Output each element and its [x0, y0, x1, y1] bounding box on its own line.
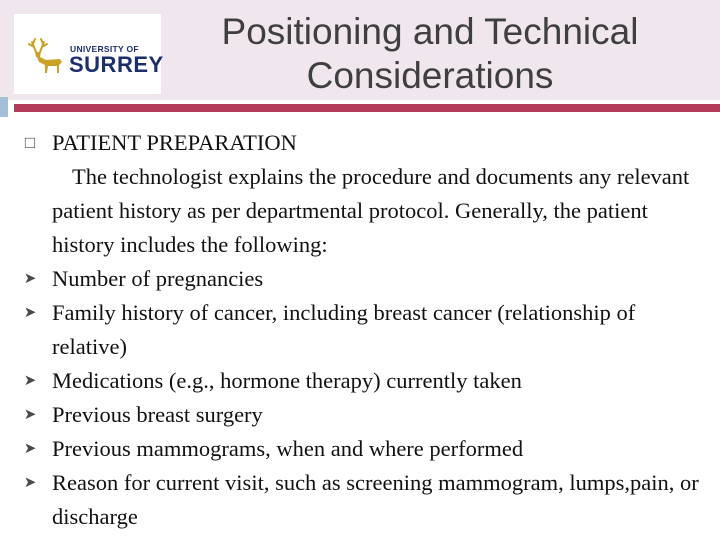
slide-title: Positioning and Technical Considerations	[221, 11, 639, 96]
stag-icon	[22, 38, 66, 76]
title-accent-tab	[0, 97, 8, 117]
section-heading: PATIENT PREPARATION	[52, 130, 297, 155]
list-item	[0, 126, 720, 262]
square-bullet-icon: □	[24, 133, 36, 152]
arrow-bullet-icon: ➤	[23, 305, 37, 321]
title-rule	[14, 104, 720, 112]
list-item	[0, 364, 720, 398]
arrow-bullet-icon: ➤	[23, 373, 37, 389]
logo-surrey: SURREY	[69, 52, 164, 77]
list-item	[0, 398, 720, 432]
list-item	[0, 432, 720, 466]
bullet-list	[0, 126, 720, 534]
list-item-text: Medications (e.g., hormone therapy) currently taken	[52, 368, 522, 393]
list-item	[0, 466, 720, 534]
logo-university-of: UNIVERSITY OF	[70, 44, 139, 54]
intro-paragraph: The technologist explains the procedure and documents any relevant patient history as per departmental protocol. Generally, the patient history includes the following:	[52, 164, 690, 257]
arrow-bullet-icon: ➤	[23, 271, 37, 287]
list-item	[0, 296, 720, 364]
list-item-text: Number of pregnancies	[52, 266, 264, 291]
arrow-bullet-icon: ➤	[23, 407, 37, 423]
list-item-text: Reason for current visit, such as screening mammogram, lumps,pain, or discharge	[52, 470, 699, 529]
list-item	[0, 262, 720, 296]
list-item-text: Previous mammograms, when and where performed	[52, 436, 524, 461]
list-item-text: Family history of cancer, including breast cancer (relationship of relative)	[52, 300, 636, 359]
list-item-text: Previous breast surgery	[52, 402, 263, 427]
arrow-bullet-icon: ➤	[23, 441, 37, 457]
university-logo	[14, 14, 164, 94]
arrow-bullet-icon: ➤	[23, 475, 37, 491]
